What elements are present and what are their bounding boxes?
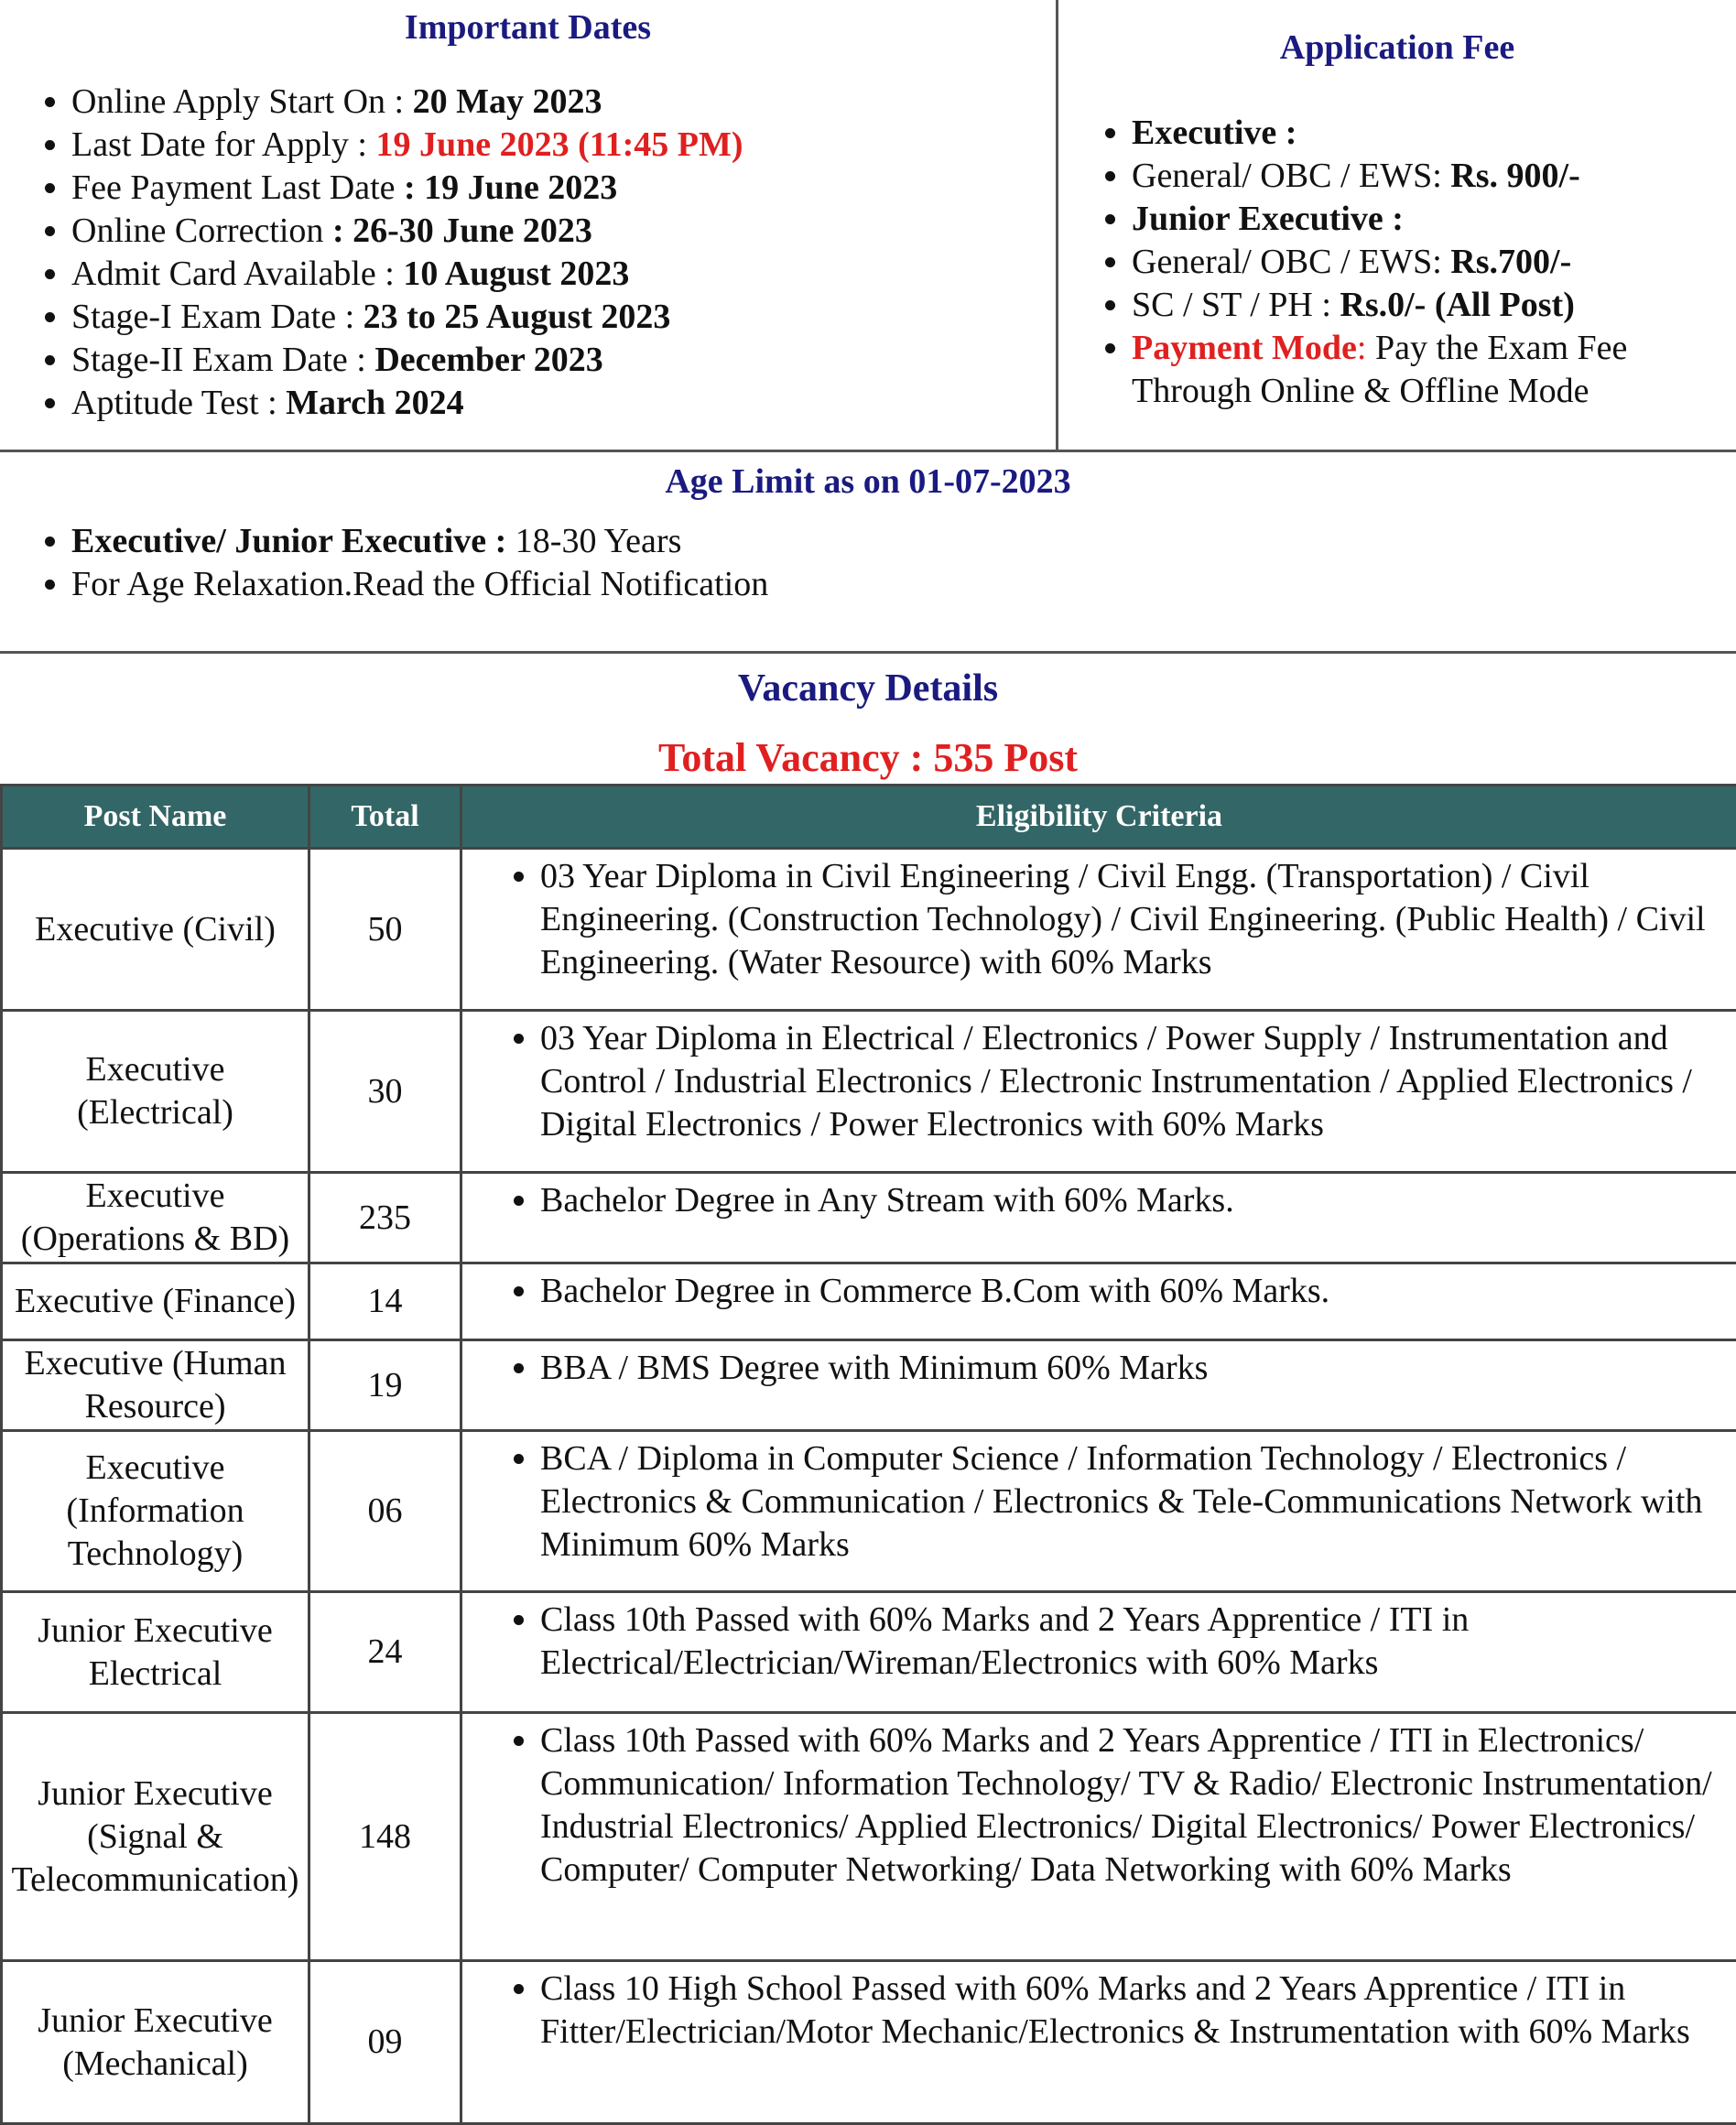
important-dates-list	[0, 81, 1056, 425]
post-name-cell: Junior Executive (Signal & Telecommunication)	[2, 1713, 309, 1961]
date-item: • Fee Payment Last Date : 19 June 2023	[71, 167, 1056, 210]
criteria-cell	[461, 1713, 1736, 1961]
date-item: • Stage-I Exam Date : 23 to 25 August 2023	[71, 296, 1056, 339]
date-item: • Online Apply Start On : 20 May 2023	[71, 81, 1056, 124]
column-header-eligibility: Eligibility Criteria	[461, 786, 1736, 849]
criteria-item: • BCA / Diploma in Computer Science / Information Technology / Electronics / Electronics & Communication / Electronics & Tele-Communications Network with Minimum 60% Marks	[540, 1437, 1726, 1567]
criteria-item: • BBA / BMS Degree with Minimum 60% Marks	[540, 1347, 1726, 1390]
post-name-cell: Junior Executive Electrical	[2, 1592, 309, 1713]
table-row	[2, 849, 1736, 1011]
fee-item: • SC / ST / PH : Rs.0/- (All Post)	[1132, 284, 1736, 327]
criteria-cell	[461, 1431, 1736, 1592]
column-header-post-name: Post Name	[2, 786, 309, 849]
total-cell: 06	[309, 1431, 461, 1592]
age-item: • For Age Relaxation.Read the Official Notification	[71, 563, 1736, 606]
fee-item: • Junior Executive :	[1132, 198, 1736, 241]
important-dates-heading: Important Dates	[0, 7, 1056, 48]
criteria-cell	[461, 1011, 1736, 1173]
post-name-cell: Junior Executive (Mechanical)	[2, 1961, 309, 2124]
column-header-total: Total	[309, 786, 461, 849]
criteria-cell	[461, 849, 1736, 1011]
application-fee-section	[1058, 0, 1736, 450]
criteria-item: • 03 Year Diploma in Civil Engineering / Civil Engg. (Transportation) / Civil Engineering. (Construction Technology) / Civil Engineering. (Public Health) / Civil Engineering. (Water Resource) with 60% Marks	[540, 855, 1726, 984]
date-item: • Stage-II Exam Date : December 2023	[71, 339, 1056, 382]
vacancy-heading: Vacancy Details	[0, 667, 1736, 710]
criteria-cell	[461, 1961, 1736, 2124]
age-limit-heading: Age Limit as on 01-07-2023	[0, 452, 1736, 502]
criteria-cell	[461, 1173, 1736, 1263]
criteria-item: • Bachelor Degree in Commerce B.Com with 60% Marks.	[540, 1270, 1726, 1313]
table-header-row	[2, 786, 1736, 849]
total-cell: 24	[309, 1592, 461, 1713]
table-row	[2, 1431, 1736, 1592]
table-row	[2, 1340, 1736, 1431]
important-dates-section	[0, 0, 1058, 450]
age-item: • Executive/ Junior Executive : 18-30 Years	[71, 520, 1736, 563]
post-name-cell: Executive (Electrical)	[2, 1011, 309, 1173]
top-section	[0, 0, 1736, 452]
application-fee-list	[1058, 112, 1736, 413]
application-fee-heading: Application Fee	[1058, 27, 1736, 68]
post-name-cell: Executive (Civil)	[2, 849, 309, 1011]
post-name-cell: Executive (Finance)	[2, 1263, 309, 1340]
total-cell: 19	[309, 1340, 461, 1431]
fee-item: • General/ OBC / EWS: Rs. 900/-	[1132, 155, 1736, 198]
total-vacancy: Total Vacancy : 535 Post	[0, 734, 1736, 781]
table-row	[2, 1713, 1736, 1961]
criteria-item: • Class 10th Passed with 60% Marks and 2 Years Apprentice / ITI in Electronics/ Communication/ Information Technology/ TV & Radio/ Electronic Instrumentation/ Industrial Electronics/ Applied Electronics/ Digital Electronics/ Power Electronics/ Computer/ Computer Networking/ Data Networking with 60% Marks	[540, 1719, 1726, 1892]
table-row	[2, 1011, 1736, 1173]
total-cell: 235	[309, 1173, 461, 1263]
date-item: • Last Date for Apply : 19 June 2023 (11:45 PM)	[71, 124, 1056, 167]
total-cell: 14	[309, 1263, 461, 1340]
date-item: • Admit Card Available : 10 August 2023	[71, 253, 1056, 296]
total-cell: 09	[309, 1961, 461, 2124]
criteria-item: • Bachelor Degree in Any Stream with 60% Marks.	[540, 1179, 1726, 1222]
criteria-item: • 03 Year Diploma in Electrical / Electronics / Power Supply / Instrumentation and Control / Industrial Electronics / Electronic Instrumentation / Applied Electronics / Digital Electronics / Power Electronics with 60% Marks	[540, 1017, 1726, 1146]
criteria-item: • Class 10 High School Passed with 60% Marks and 2 Years Apprentice / ITI in Fitter/Electrician/Motor Mechanic/Electronics & Instrumentation with 60% Marks	[540, 1968, 1726, 2054]
criteria-cell	[461, 1263, 1736, 1340]
table-row	[2, 1263, 1736, 1340]
vacancy-table	[0, 784, 1736, 2125]
post-name-cell: Executive (Human Resource)	[2, 1340, 309, 1431]
fee-item: • General/ OBC / EWS: Rs.700/-	[1132, 241, 1736, 284]
fee-item: • Payment Mode: Pay the Exam Fee Through Online & Offline Mode	[1132, 327, 1736, 413]
criteria-cell	[461, 1340, 1736, 1431]
post-name-cell: Executive (Operations & BD)	[2, 1173, 309, 1263]
post-name-cell: Executive (Information Technology)	[2, 1431, 309, 1592]
table-row	[2, 1961, 1736, 2124]
table-row	[2, 1592, 1736, 1713]
total-cell: 148	[309, 1713, 461, 1961]
total-cell: 30	[309, 1011, 461, 1173]
total-cell: 50	[309, 849, 461, 1011]
age-limit-list	[0, 520, 1736, 606]
date-item: • Online Correction : 26-30 June 2023	[71, 210, 1056, 253]
age-limit-section	[0, 452, 1736, 654]
criteria-item: • Class 10th Passed with 60% Marks and 2 Years Apprentice / ITI in Electrical/Electrician/Wireman/Electronics with 60% Marks	[540, 1599, 1726, 1685]
criteria-cell	[461, 1592, 1736, 1713]
date-item: • Aptitude Test : March 2024	[71, 382, 1056, 425]
table-row	[2, 1173, 1736, 1263]
fee-item: • Executive :	[1132, 112, 1736, 155]
